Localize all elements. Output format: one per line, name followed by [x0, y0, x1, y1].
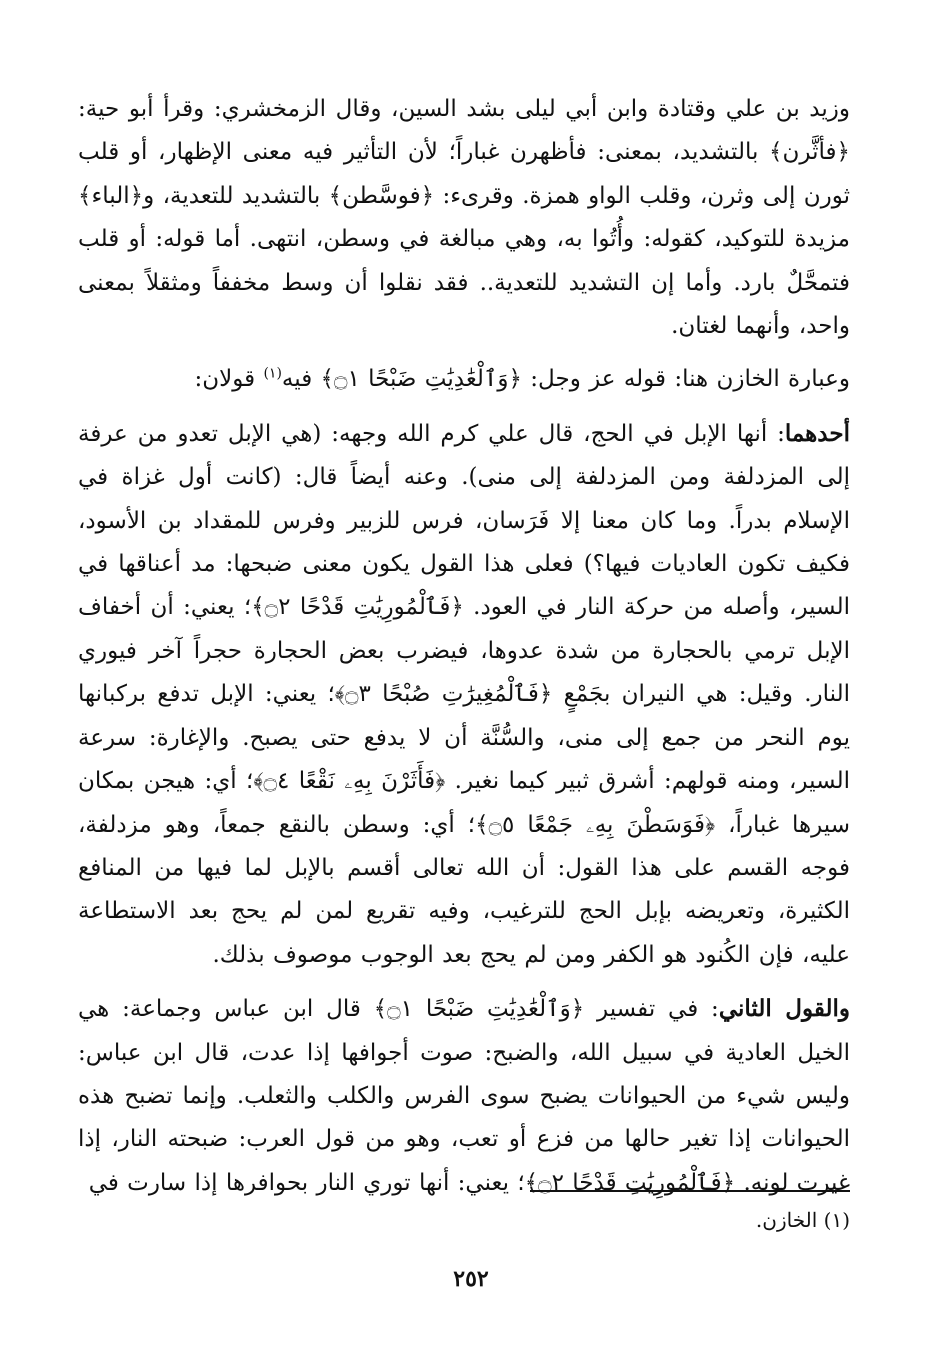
paragraph-text: قولان:	[194, 366, 264, 393]
page-body	[78, 88, 850, 1205]
paragraph-text: : أنها الإبل في الحج، قال علي كرم الله وجهه: (هي الإبل تعدو من عرفة إلى المزدلفة ومن المزدلفة إلى منى). وعنه أيضاً قال: (كانت أول غزاة في الإسلام بدراً. وما كان معنا إلا فَرَسان، فرس للزبير وفرس للمقداد بن الأسود، فكيف تكون العاديات فيها؟) فعلى هذا القول يكون معنى ضبحها: مد أعناقها في السير، وأصله من حركة النار في العود. ﴿فَٱلْمُورِيَٰتِ قَدْحًا ۝٢﴾؛ يعني: أن أخفاف الإبل ترمي بالحجارة من شدة عدوها، فيضرب بعض الحجارة حجراً آخر فيوري النار. وقيل: هي النيران بجَمْعٍ ﴿فَٱلْمُغِيرَٰتِ صُبْحًا ۝٣﴾؛ يعني: الإبل تدفع بركبانها يوم النحر من جمع إلى منى، والسُّنَّة أن لا يدفع حتى يصبح. والإغارة: سرعة السير، ومنه قولهم: أشرق ثبير كيما نغير. ﴿فَأَثَرْنَ بِهِۦ نَقْعًا ۝٤﴾؛ أي: هيجن بمكان سيرها غباراً، ﴿فَوَسَطْنَ بِهِۦ جَمْعًا ۝٥﴾؛ أي: وسطن بالنقع جمعاً، وهو مزدلفة، فوجه القسم على هذا القول: أن الله تعالى أقسم بالإبل لما فيها من المنافع الكثيرة، وتعريضه بإبل الحج للترغيب، وفيه تقريع لمن لم يحج بعد الاستطاعة عليه، فإن الكُنود هو الكفر ومن لم يحج بعد الوجوب موصوف بذلك.	[78, 420, 851, 968]
footnote: (١) الخازن.	[755, 1208, 850, 1232]
paragraph-khazin-intro	[78, 358, 850, 401]
footnote-reference: (١)	[263, 365, 282, 382]
footnote-divider	[530, 1190, 850, 1192]
paragraph-text: وزيد بن علي وقتادة وابن أبي ليلى بشد السين، وقال الزمخشري: وقرأ أبو حية: ﴿فأثَّرن﴾ بالتشديد، بمعنى: فأظهرن غباراً؛ لأن التأثير فيه معنى الإظهار، أو قلب ثورن إلى وثرن، وقلب الواو همزة. وقرىء: ﴿فوسَّطن﴾ بالتشديد للتعدية، و﴿الباء﴾ مزيدة للتوكيد، كقوله: وأُتُوا به، وهي مبالغة في وسطن، انتهى. أما قوله: أو قلب فتمحَّلٌ بارد. وأما إن التشديد للتعدية.. فقد نقلوا أن وسط مخففاً ومثقلاً بمعنى واحد، وأنهما لغتان.	[78, 96, 850, 340]
page-number: ٢٥٢	[453, 1266, 489, 1292]
paragraph-zamakhshari	[78, 88, 850, 348]
paragraph-text: وعبارة الخازن هنا: قوله عز وجل: ﴿وَٱلْعَٰدِيَٰتِ ضَبْحًا ۝١﴾ فيه	[281, 366, 850, 393]
paragraph-lead: والقول الثاني	[718, 995, 850, 1023]
paragraph-lead: أحدهما	[784, 419, 850, 447]
paragraph-first-opinion	[78, 412, 850, 977]
paragraph-text: : في تفسير ﴿وَٱلْعَٰدِيَٰتِ ضَبْحًا ۝١﴾ قال ابن عباس وجماعة: هي الخيل العادية في سبيل الله، والضبح: صوت أجوافها إذا عدت، قال ابن عباس: وليس شيء من الحيوانات يضبح سوى الفرس والكلب والثعلب. وإنما تضبح هذه الحيوانات إذا تغير حالها من فزع أو تعب، وهو من قول العرب: ضبحته النار، إذا غيرت لونه. ﴿فَٱلْمُورِيَٰتِ قَدْحًا ۝٢﴾؛ يعني: أنها توري النار بحوافرها إذا سارت في	[78, 996, 850, 1196]
paragraph-second-opinion	[78, 987, 850, 1205]
